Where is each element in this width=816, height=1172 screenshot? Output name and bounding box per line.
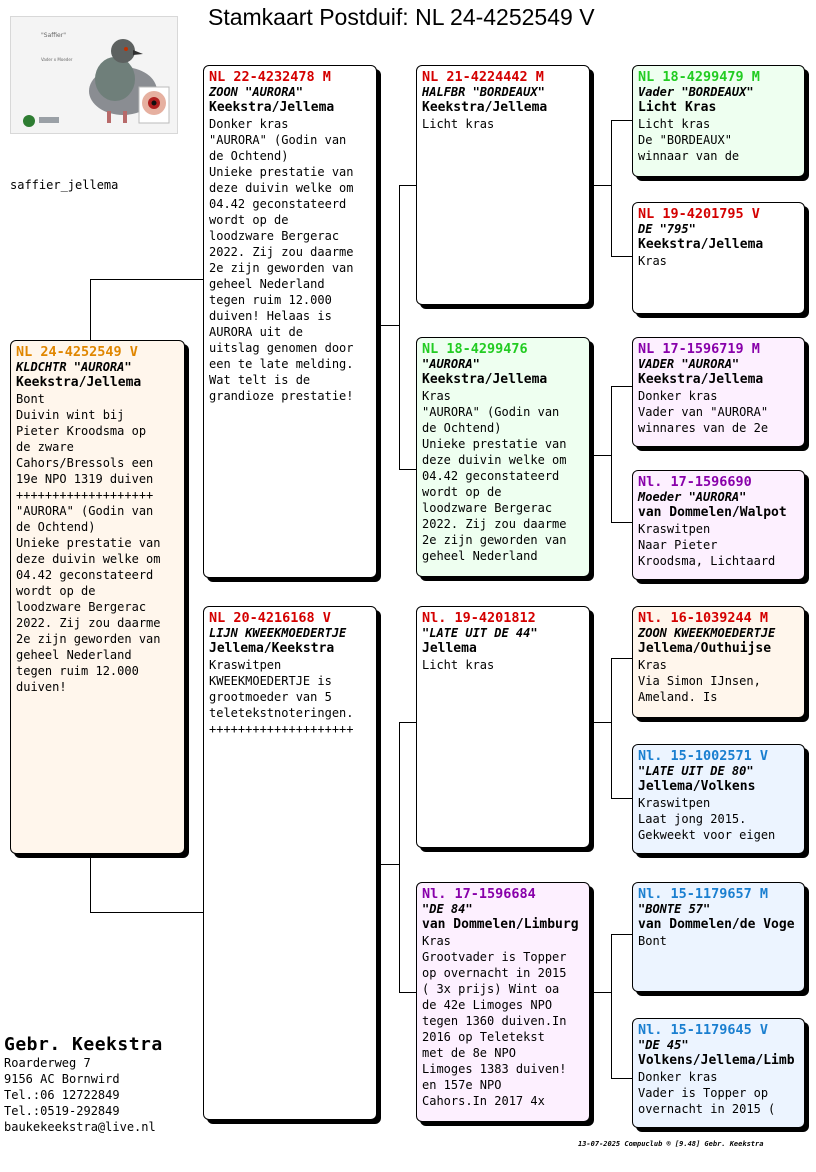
connector xyxy=(590,185,611,186)
owner-phone-2: Tel.:0519-292849 xyxy=(4,1104,120,1118)
footer-stamp: 13-07-2025 Compuclub ® [9.48] Gebr. Keekstra xyxy=(578,1140,764,1148)
ring-number: Nl. 15-1179645 V xyxy=(638,1022,769,1038)
pigeon-card-ggp-fmf[interactable] xyxy=(632,337,805,447)
pigeon-card-ggp-mfm[interactable] xyxy=(632,744,805,854)
ring-number: NL 18-4299479 M xyxy=(638,69,760,85)
ring-number: NL 21-4224442 M xyxy=(422,69,544,85)
connector xyxy=(611,1078,632,1079)
pigeon-name: "DE 84" xyxy=(422,902,473,916)
pigeon-card-ggp-mff[interactable] xyxy=(632,606,805,718)
ring-number: Nl. 17-1596684 xyxy=(422,886,536,902)
connector xyxy=(399,185,400,469)
pigeon-card-ggp-fff[interactable] xyxy=(632,65,805,177)
connector xyxy=(399,469,416,470)
connector xyxy=(399,185,416,186)
pigeon-notes: Duivin wint bij Pieter Kroodsma op de zware Cahors/Bressols een 19e NPO 1319 duiven +++++++++++++++++++ "AURORA" (Godin van de Ochtend) Unieke prestatie van deze duivin welke om 04.42 geconstateerd wordt op de loodzware Bergerac 2022. Zij zou daarme 2e zijn geworden van geheel Nederland tegen ruim 12.000 duiven! xyxy=(16,408,161,694)
pigeon-owner: van Dommelen/Walpot xyxy=(638,505,787,520)
ring-number: NL 17-1596719 M xyxy=(638,341,760,357)
pigeon-name: "LATE UIT DE 80" xyxy=(638,764,754,778)
pigeon-color: Licht kras xyxy=(422,658,495,672)
owner-phone-1: Tel.:06 12722849 xyxy=(4,1088,120,1102)
connector xyxy=(590,722,611,723)
ring-number: Nl. 15-1179657 M xyxy=(638,886,769,902)
connector xyxy=(611,386,632,387)
pigeon-owner: Keekstra/Jellema xyxy=(16,375,142,390)
pigeon-color: Kraswitpen xyxy=(638,522,711,536)
connector xyxy=(611,120,612,256)
pigeon-color: Licht kras xyxy=(422,117,495,131)
pigeon-color: Kras xyxy=(638,658,667,672)
connector xyxy=(611,658,612,798)
pigeon-owner: Keekstra/Jellema xyxy=(638,237,764,252)
pigeon-name: DE "795" xyxy=(638,222,696,236)
pigeon-notes: Grootvader is Topper op overnacht in 2015 ( 3x prijs) Wint oa de 42e Limoges NPO tegen 1360 duiven.In 2016 op Teletekst met de 8e NPO Limoges 1383 duiven! en 157e NPO Cahors.In 2017 4x xyxy=(422,950,567,1108)
pigeon-card-ggp-ffm[interactable] xyxy=(632,202,805,314)
pigeon-name: "LATE UIT DE 44" xyxy=(422,626,538,640)
connector xyxy=(611,120,632,121)
ring-number: NL 24-4252549 V xyxy=(16,344,138,360)
ring-number: NL 18-4299476 xyxy=(422,341,528,357)
connector xyxy=(611,934,632,935)
connector xyxy=(611,386,612,522)
pigeon-color: Kras xyxy=(638,254,667,268)
pigeon-notes: Via Simon IJnsen, Ameland. Is xyxy=(638,674,761,704)
pigeon-color: Kras xyxy=(422,934,451,948)
pigeon-owner: Licht Kras xyxy=(638,100,717,115)
pigeon-color: Kras xyxy=(422,389,451,403)
pigeon-name: KLDCHTR "AURORA" xyxy=(16,360,132,374)
connector xyxy=(90,858,91,912)
pigeon-owner: Keekstra/Jellema xyxy=(422,100,548,115)
pigeon-owner: Jellema/Keekstra xyxy=(209,641,335,656)
pigeon-name: ZOON "AURORA" xyxy=(209,85,303,99)
pigeon-name: "BONTE 57" xyxy=(638,902,711,916)
connector xyxy=(399,722,400,992)
pigeon-notes: Vader van "AURORA" winnares van de 2e xyxy=(638,405,769,435)
connector xyxy=(90,912,204,913)
pigeon-card-grandfather-f[interactable] xyxy=(416,65,590,305)
svg-text:"Saffier": "Saffier" xyxy=(41,32,66,39)
owner-city: 9156 AC Bornwird xyxy=(4,1072,120,1086)
pigeon-name: "DE 45" xyxy=(638,1038,689,1052)
pigeon-owner: Jellema/Outhuijse xyxy=(638,641,772,656)
connector xyxy=(590,455,611,456)
pigeon-color: Bont xyxy=(16,392,45,406)
pigeon-color: Donker kras xyxy=(209,117,289,131)
pigeon-name: HALFBR "BORDEAUX" xyxy=(422,85,545,99)
pigeon-notes: Laat jong 2015. Gekweekt voor eigen xyxy=(638,812,776,842)
pigeon-color: Licht kras xyxy=(638,117,711,131)
ring-number: NL 19-4201795 V xyxy=(638,206,760,222)
pigeon-owner: Keekstra/Jellema xyxy=(422,372,548,387)
svg-text:Vader x Moeder: Vader x Moeder xyxy=(41,57,73,62)
pigeon-image-icon xyxy=(11,17,177,133)
connector xyxy=(611,522,632,523)
pigeon-name: Vader "BORDEAUX" xyxy=(638,85,754,99)
pigeon-card-base[interactable] xyxy=(10,340,185,854)
ring-number: Nl. 19-4201812 xyxy=(422,610,536,626)
pigeon-photo xyxy=(10,16,178,134)
pigeon-owner: Keekstra/Jellema xyxy=(209,100,335,115)
pigeon-card-ggp-mmm[interactable] xyxy=(632,1018,805,1128)
pigeon-color: Donker kras xyxy=(638,1070,718,1084)
connector xyxy=(611,798,632,799)
pigeon-color: Kraswitpen xyxy=(209,658,282,672)
pigeon-owner: van Dommelen/de Voge xyxy=(638,917,795,932)
connector xyxy=(399,992,416,993)
pigeon-owner: Volkens/Jellema/Limb xyxy=(638,1053,795,1068)
pigeon-notes: KWEEKMOEDERTJE is grootmoeder van 5 teletekstnoteringen. ++++++++++++++++++++ xyxy=(209,674,354,736)
connector xyxy=(377,325,399,326)
pigeon-card-father[interactable] xyxy=(203,65,377,578)
pigeon-name: ZOON KWEEKMOEDERTJE xyxy=(638,626,776,640)
pigeon-owner: van Dommelen/Limburg xyxy=(422,917,579,932)
pigeon-notes: "AURORA" (Godin van de Ochtend) Unieke prestatie van deze duivin welke om 04.42 geconstateerd wordt op de loodzware Bergerac 2022. Zij zou daarme 2e zijn geworden van geheel Nederland xyxy=(422,405,567,563)
pigeon-color: Bont xyxy=(638,934,667,948)
connector xyxy=(611,658,632,659)
pigeon-owner: Jellema/Volkens xyxy=(638,779,756,794)
pigeon-name: VADER "AURORA" xyxy=(638,357,740,371)
connector xyxy=(611,934,612,1078)
pigeon-owner: Keekstra/Jellema xyxy=(638,372,764,387)
ring-number: Nl. 17-1596690 xyxy=(638,474,752,490)
page-title: Stamkaart Postduif: NL 24-4252549 V xyxy=(208,4,595,30)
connector xyxy=(590,992,611,993)
connector xyxy=(377,864,399,865)
pigeon-card-ggp-fmm[interactable] xyxy=(632,470,805,580)
connector xyxy=(399,722,416,723)
ring-number: NL 20-4216168 V xyxy=(209,610,331,626)
pigeon-name: Moeder "AURORA" xyxy=(638,490,747,504)
pigeon-card-grandfather-m[interactable] xyxy=(416,606,590,848)
connector xyxy=(611,256,632,257)
ring-number: NL 22-4232478 M xyxy=(209,69,331,85)
ring-number: Nl. 16-1039244 M xyxy=(638,610,769,626)
owner-block xyxy=(4,1034,163,1135)
pigeon-color: Donker kras xyxy=(638,389,718,403)
pigeon-card-mother[interactable] xyxy=(203,606,377,1120)
owner-email: baukekeekstra@live.nl xyxy=(4,1120,156,1134)
pigeon-color: Kraswitpen xyxy=(638,796,711,810)
pigeon-notes: De "BORDEAUX" winnaar van de xyxy=(638,133,740,163)
ring-number: Nl. 15-1002571 V xyxy=(638,748,769,764)
pigeon-card-grandmother-m[interactable] xyxy=(416,882,590,1122)
connector xyxy=(90,279,91,340)
pigeon-username: saffier_jellema xyxy=(10,178,119,192)
pigeon-notes: Naar Pieter Kroodsma, Lichtaard xyxy=(638,538,776,568)
pigeon-card-ggp-mmf[interactable] xyxy=(632,882,805,992)
pigeon-owner: Jellema xyxy=(422,641,477,656)
owner-address: Roarderweg 7 xyxy=(4,1056,91,1070)
pigeon-card-grandmother-f[interactable] xyxy=(416,337,590,577)
connector xyxy=(90,279,204,280)
pigeon-notes: Vader is Topper op overnacht in 2015 ( xyxy=(638,1086,776,1116)
pigeon-name: "AURORA" xyxy=(422,357,480,371)
pigeon-name: LIJN KWEEKMOEDERTJE xyxy=(209,626,347,640)
pigeon-notes: "AURORA" (Godin van de Ochtend) Unieke prestatie van deze duivin welke om 04.42 geconstateerd wordt op de loodzware Bergerac 2022. Zij zou daarme 2e zijn geworden van geheel Nederland tegen ruim 12.000 duiven! Helaas is AURORA uit de uitslag genomen door een te late melding. Wat telt is de grandioze prestatie! xyxy=(209,133,354,403)
owner-name: Gebr. Keekstra xyxy=(4,1034,163,1055)
